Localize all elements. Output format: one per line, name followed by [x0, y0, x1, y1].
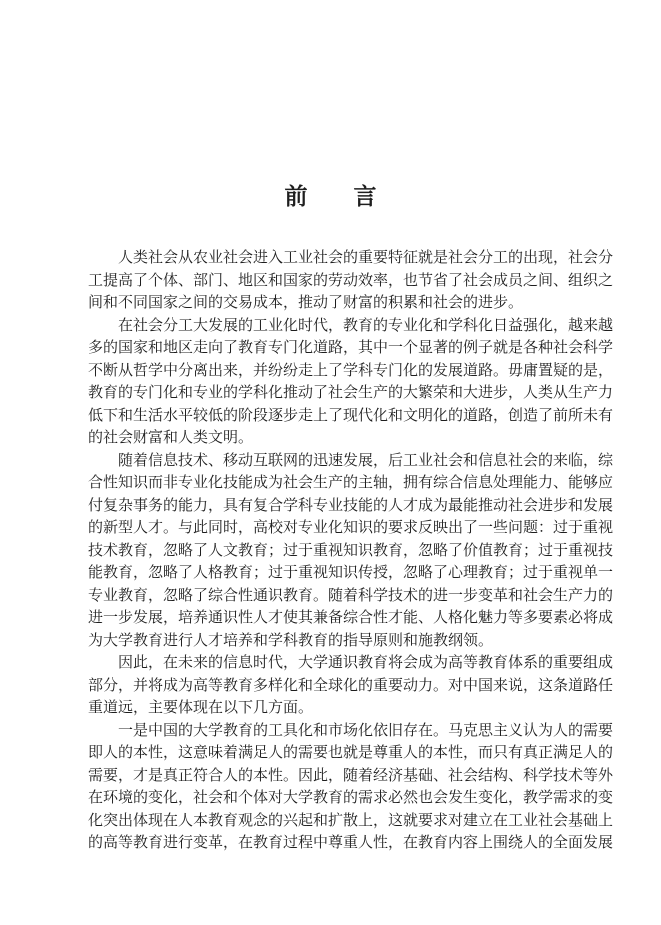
- text-line: 间和不同国家之间的交易成本，推动了财富的积累和社会的进步。: [88, 293, 524, 311]
- page-title: [0, 178, 661, 211]
- text-line: 的高等教育进行变革，在教育过程中尊重人性，在教育内容上围绕人的全面发展: [88, 833, 614, 851]
- title-char-2: 言: [353, 183, 377, 210]
- paragraph: [88, 314, 614, 449]
- paragraph: [88, 246, 614, 314]
- text-line: 多的国家和地区走向了教育专门化道路，其中一个显著的例子就是各种社会科学: [88, 338, 614, 356]
- text-line: 因此，在未来的信息时代，大学通识教育将会成为高等教育体系的重要组成: [118, 653, 614, 671]
- text-line: 低下和生活水平较低的阶段逐步走上了现代化和文明化的道路，创造了前所未有: [88, 405, 614, 424]
- text-line: 随着信息技术、移动互联网的迅速发展，后工业社会和信息社会的来临，综: [118, 450, 614, 469]
- text-line: 即人的本性，这意味着满足人的需要也就是尊重人的本性，而只有真正满足人的: [88, 743, 614, 761]
- text-line: 技术教育，忽略了人文教育；过于重视知识教育，忽略了价值教育；过于重视技: [88, 540, 614, 559]
- text-line: 化突出体现在人本教育观念的兴起和扩散上，这就要求对建立在工业社会基础上: [88, 810, 614, 829]
- text-line: 的新型人才。与此同时，高校对专业化知识的要求反映出了一些问题：过于重视: [88, 518, 614, 536]
- text-line: 进一步发展，培养通识性人才使其兼备综合性才能、人格化魅力等多要素必将成: [88, 608, 614, 626]
- text-line: 人类社会从农业社会进入工业社会的重要特征就是社会分工的出现，社会分: [118, 248, 614, 266]
- text-line: 重道远，主要体现在以下几方面。: [88, 698, 314, 716]
- title-char-1: 前: [284, 183, 308, 210]
- text-line: 为大学教育进行人才培养和学科教育的指导原则和施教纲领。: [88, 630, 494, 649]
- text-line: 在环境的变化，社会和个体对大学教育的需求必然也会发生变化，教学需求的变: [88, 788, 614, 806]
- text-line: 一是中国的大学教育的工具化和市场化依旧存在。马克思主义认为人的需要: [118, 720, 614, 739]
- text-line: 在社会分工大发展的工业化时代，教育的专业化和学科化日益强化，越来越: [118, 315, 614, 334]
- paragraph: [88, 651, 614, 719]
- preface-body: [88, 246, 614, 854]
- text-line: 教育的专门化和专业的学科化推动了社会生产的大繁荣和大进步，人类从生产力: [88, 383, 614, 401]
- paragraph: [88, 719, 614, 854]
- text-line: 付复杂事务的能力，具有复合学科专业技能的人才成为最能推动社会进步和发展: [88, 495, 614, 514]
- text-line: 的社会财富和人类文明。: [88, 428, 254, 446]
- text-line: 部分，并将成为高等教育多样化和全球化的重要动力。对中国来说，这条道路任: [88, 675, 614, 694]
- text-line: 工提高了个体、部门、地区和国家的劳动效率，也节省了社会成员之间、组织之: [88, 270, 614, 289]
- paragraph: [88, 449, 614, 652]
- text-line: 合性知识而非专业化技能成为社会生产的主轴，拥有综合信息处理能力、能够应: [88, 473, 614, 491]
- text-line: 专业教育，忽略了综合性通识教育。随着科学技术的进一步变革和社会生产力的: [88, 585, 614, 604]
- text-line: 不断从哲学中分离出来，并纷纷走上了学科专门化的发展道路。毋庸置疑的是，: [88, 360, 614, 379]
- text-line: 能教育，忽略了人格教育；过于重视知识传授，忽略了心理教育；过于重视单一: [88, 563, 614, 581]
- text-line: 需要，才是真正符合人的本性。因此，随着经济基础、社会结构、科学技术等外: [88, 765, 614, 784]
